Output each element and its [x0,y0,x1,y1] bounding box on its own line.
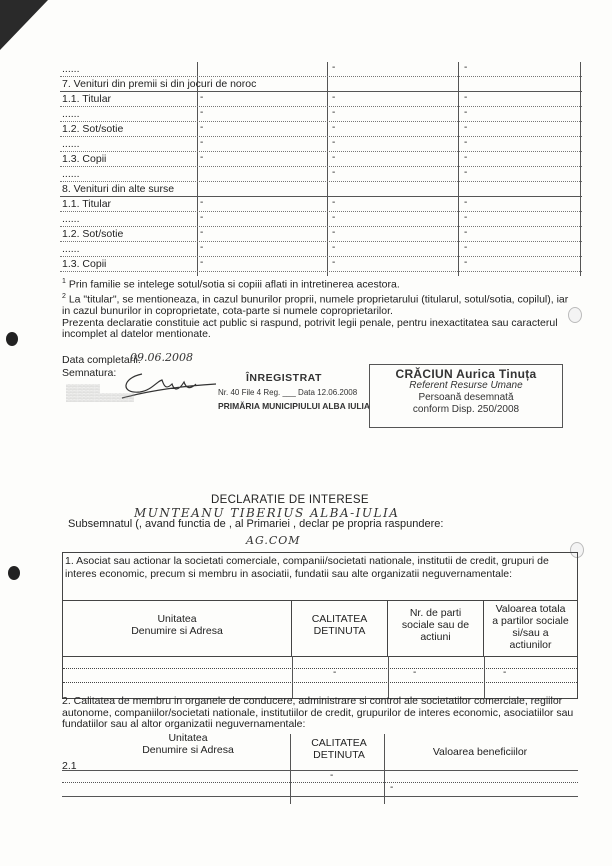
table-cell: - [464,167,468,178]
table-row [60,122,582,137]
completion-date: 09.06.2008 [130,351,193,364]
row-label: ...... [62,138,80,150]
table-cell: - [503,667,507,678]
row-label: ...... [62,108,80,120]
row-label: 7. Venituri din premii si din jocuri de noroc [62,78,257,90]
table-row-line [63,668,577,669]
column-line [388,656,389,698]
table-row [60,212,582,227]
table-row-line [62,782,578,783]
table-cell: - [200,107,204,118]
row-label: ...... [62,213,80,225]
table-cell: - [332,257,336,268]
footnote-2: $^2$ La "titular", se mentioneaza, in cazul bunurilor proprii, numele proprietarului (titularul, sotul/sotia, copilul), iar in cazul bunurilor in coproprietate, cota-parte si numele coproprietarilor. [62,293,569,318]
table-cell: - [464,122,468,133]
table-cell: - [332,167,336,178]
header-unitatea: Unitatea Denumire si Adresa [63,600,292,656]
table-row [60,137,582,152]
stamp-person-name: CRĂCIUN Aurica Tinuța [395,367,537,381]
row-label: 1.3. Copii [62,258,107,270]
table-cell: - [413,667,417,678]
handwritten-name: MUNTEANU TIBERIUS ALBA-IULIA [134,506,400,520]
table-row [60,92,582,107]
section1-text: 1. Asociat sau actionar la societati comerciale, companii/societati nationale, institutii de credit, grupuri de interes economic, precum si membru in asociatii, fundatii sau alte organizatii neguvernamentale: [65,555,549,580]
table-cell: - [332,122,336,133]
table-cell: - [332,92,336,103]
table-cell: - [332,197,336,208]
stamp-person-role: Referent Resurse Umane [409,380,523,391]
subsemnatul-line: Subsemnatul (, avand functia de , al Primariei , declar pe propria raspundere: [68,518,444,530]
income-table [60,62,582,272]
table-cell: - [332,107,336,118]
registration-stamp [218,372,388,411]
declaration-title: DECLARATIE DE INTERESE [211,494,369,506]
table-row [60,182,582,197]
footnotes [62,276,578,341]
row-label: 1.2. Sot/sotie [62,228,124,240]
column-line [484,656,485,698]
table-cell: - [200,242,204,253]
table-cell: - [200,152,204,163]
table-row-line [63,656,577,657]
date-label: Data completarii: [62,354,141,366]
stamp-line4: conform Disp. 250/2008 [412,404,520,415]
table-cell: - [333,667,337,678]
table-row [60,107,582,122]
row-label: 1.1. Titular [62,198,112,210]
s2-cell: - [330,770,334,781]
table-row [60,227,582,242]
table-cell: - [200,197,204,208]
s2-cell: - [390,782,394,793]
table-row [60,257,582,272]
table-row [60,197,582,212]
stamp-line3: Persoană desemnată [418,392,514,403]
section1-table [62,552,578,699]
row-label: 1.3. Copii [62,153,107,165]
s2-header-unitatea: Unitatea Denumire si Adresa [142,732,234,756]
folded-corner [0,0,48,50]
faint-stamp-text: ▒▒▒▒▒▒ ▒▒▒▒▒▒▒▒▒▒▒▒ [66,384,135,402]
table-row [60,62,582,77]
table-row-line [62,770,578,771]
table-cell: - [200,122,204,133]
table-cell: - [200,227,204,238]
row-label: ...... [62,63,80,75]
punch-hole [8,566,20,580]
section2-text: 2. Calitatea de membru in organele de conducere, administrare si control ale societatilor comerciale, regiilor autonome, companiilor/societati nationale, institutiilor de credit, grupurilor de interes economic, asociatiilor sau fundatiilor sau al altor organizatii neguvernamentale: [62,695,574,730]
header-nr-parti: Nr. de parti sociale sau de actiuni [388,600,484,656]
header-calitatea: CALITATEA DETINUTA [292,600,388,656]
table-cell: - [332,137,336,148]
legal-statement: Prezenta declaratie constituie act public si raspund, potrivit legii penale, pentru inexactitatea sau caracterul incomplet al datelor mentionate. [62,316,558,341]
row-label: 1.1. Titular [62,93,112,105]
punch-hole [6,332,18,346]
table-cell: - [464,107,468,118]
table-cell: - [464,137,468,148]
table-cell: - [464,212,468,223]
row-label: ...... [62,168,80,180]
table-cell: - [332,152,336,163]
header-valoarea: Valoarea totala a partilor sociale si/sau a actiunilor [484,600,577,656]
stamp-title: ÎNREGISTRAT [246,372,322,384]
footnote-1: $^1$ Prin familie se intelege sotul/sotia si copiii aflati in intretinerea acestora. [62,278,400,291]
table-cell: - [200,137,204,148]
table-cell: - [332,212,336,223]
s2-header-valoarea: Valoarea beneficiilor [432,746,528,758]
designated-person-stamp [369,364,563,428]
table-row-line [62,796,578,797]
table-row [60,242,582,257]
column-line [290,734,291,804]
table-row [60,152,582,167]
column-line [384,734,385,804]
s2-row-label: 2.1 [62,760,77,772]
table-cell: - [464,197,468,208]
table-cell: - [464,242,468,253]
table-cell: - [200,257,204,268]
handwritten-org: AG.COM [246,534,301,547]
table-cell: - [200,212,204,223]
table-cell: - [464,92,468,103]
signature-label: Semnatura: [62,367,117,379]
table-cell: - [200,92,204,103]
table-cell: - [464,227,468,238]
stamp-reg-line: Nr. 40 File 4 Reg. ___ Data 12.06.2008 [218,388,358,397]
table-cell: - [464,62,468,73]
table-cell: - [332,242,336,253]
row-label: 8. Venituri din alte surse [62,183,175,195]
s2-header-calitatea: CALITATEA DETINUTA [311,737,367,761]
table-cell: - [332,227,336,238]
table-row-line [63,682,577,683]
table-cell: - [464,257,468,268]
table-row [60,77,582,92]
table-row [60,167,582,182]
column-line [292,656,293,698]
row-label: ...... [62,243,80,255]
table-cell: - [332,62,336,73]
row-label: 1.2. Sot/sotie [62,123,124,135]
table-cell: - [464,152,468,163]
stamp-institution: PRIMĂRIA MUNICIPIULUI ALBA IULIA [218,401,371,411]
